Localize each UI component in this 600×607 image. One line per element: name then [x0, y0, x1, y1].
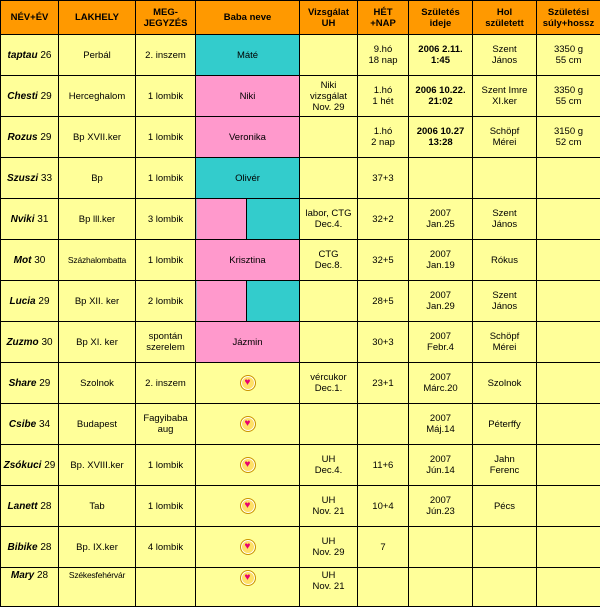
note-cell: [136, 199, 196, 240]
birth-time-line: Jan.19: [410, 260, 471, 271]
birth-time-cell: [409, 76, 473, 117]
header-week-day: HÉT +NAP: [358, 1, 409, 35]
exam-line: vércukor: [301, 372, 356, 383]
member-age: 30: [41, 337, 52, 348]
week-day-cell: [358, 158, 409, 199]
note-cell: [136, 486, 196, 527]
exam-line: UH: [301, 454, 356, 465]
birth-time-line: Márc.20: [410, 383, 471, 394]
header-baby-name: Baba neve: [196, 1, 300, 35]
exam-line: Dec.4.: [301, 219, 356, 230]
member-age: 29: [44, 460, 55, 471]
birth-weight-cell: [537, 117, 600, 158]
week-day-cell: [358, 404, 409, 445]
baby-name-cell: [196, 363, 300, 404]
birth-time-cell: [409, 240, 473, 281]
residence-cell: Bp: [59, 158, 136, 199]
heart-badge-icon: [240, 570, 256, 586]
birth-weight-cell: [537, 76, 600, 117]
baby-name-cell: Jázmin: [196, 322, 300, 363]
birth-place-line: János: [474, 301, 535, 312]
week-day-line: 1.hó: [359, 85, 407, 96]
table-row: [1, 240, 600, 281]
name-age-cell: [1, 281, 59, 322]
birth-place-line: Péterffy: [474, 419, 535, 430]
residence-cell: Bp XVII.ker: [59, 117, 136, 158]
exam-line: Dec.1.: [301, 383, 356, 394]
member-name: Mot: [14, 255, 32, 266]
member-age: 33: [41, 173, 52, 184]
exam-cell: [300, 322, 358, 363]
residence-cell: Bp. XVIII.ker: [59, 445, 136, 486]
exam-line: CTG: [301, 249, 356, 260]
week-day-line: 30+3: [359, 337, 407, 348]
week-day-cell: [358, 322, 409, 363]
member-age: 29: [39, 378, 50, 389]
birth-time-line: Febr.4: [410, 342, 471, 353]
birth-place-cell: [473, 158, 537, 199]
birth-weight-cell: [537, 240, 600, 281]
exam-cell: [300, 445, 358, 486]
week-day-cell: [358, 568, 409, 607]
member-name: Zsókuci: [4, 460, 42, 471]
note-cell: [136, 363, 196, 404]
heart-badge-icon: [240, 457, 256, 473]
exam-line: Nov. 29: [301, 102, 356, 113]
birth-place-line: XI.ker: [474, 96, 535, 107]
member-name: Chesti: [7, 91, 38, 102]
week-day-cell: [358, 76, 409, 117]
member-name: Share: [9, 378, 37, 389]
birth-place-cell: [473, 76, 537, 117]
birth-place-line: Mérei: [474, 342, 535, 353]
header-row: [1, 1, 600, 35]
birth-time-line: 2007: [410, 372, 471, 383]
birth-time-cell: [409, 568, 473, 607]
birth-time-line: 2006 10.22.: [410, 85, 471, 96]
heart-badge-icon: [240, 498, 256, 514]
birth-time-cell: [409, 322, 473, 363]
name-age-cell: [1, 486, 59, 527]
birth-place-line: Rókus: [474, 255, 535, 266]
exam-cell: [300, 35, 358, 76]
header-birth-weight: Születési súly+hossz: [537, 1, 600, 35]
birth-weight-cell: [537, 363, 600, 404]
birth-place-cell: [473, 486, 537, 527]
note-cell: [136, 322, 196, 363]
birth-place-line: Schöpf: [474, 126, 535, 137]
header-exam: Vizsgálat UH: [300, 1, 358, 35]
exam-cell: [300, 199, 358, 240]
birth-weight-line: 3350 g: [538, 44, 599, 55]
member-age: 29: [38, 296, 49, 307]
birth-weight-cell: [537, 199, 600, 240]
member-age: 34: [39, 419, 50, 430]
birth-weight-line: 55 cm: [538, 96, 599, 107]
birth-place-line: Szent: [474, 208, 535, 219]
week-day-line: 37+3: [359, 173, 407, 184]
birth-time-line: 1:45: [410, 55, 471, 66]
baby-name-cell: [196, 486, 300, 527]
birth-time-line: 2007: [410, 495, 471, 506]
week-day-line: 32+5: [359, 255, 407, 266]
birth-time-line: Jún.23: [410, 506, 471, 517]
birth-place-cell: [473, 527, 537, 568]
name-age-cell: [1, 445, 59, 486]
birth-time-cell: [409, 35, 473, 76]
note-line: 1 lombik: [137, 255, 194, 266]
baby-name-cell: [196, 445, 300, 486]
birth-place-cell: [473, 199, 537, 240]
member-name: Rozus: [8, 132, 38, 143]
name-age-cell: [1, 35, 59, 76]
residence-cell: Szolnok: [59, 363, 136, 404]
note-cell: [136, 240, 196, 281]
name-age-cell: [1, 158, 59, 199]
exam-line: vizsgálat: [301, 91, 356, 102]
week-day-cell: [358, 363, 409, 404]
table-row: [1, 568, 600, 607]
residence-cell: Székesfehérvár: [59, 568, 136, 607]
table-row: [1, 158, 600, 199]
note-cell: [136, 35, 196, 76]
note-line: 4 lombik: [137, 542, 194, 553]
birth-weight-cell: [537, 322, 600, 363]
note-line: 2 lombik: [137, 296, 194, 307]
birth-weight-line: 3350 g: [538, 85, 599, 96]
residence-cell: Bp lll.ker: [59, 199, 136, 240]
member-age: 29: [40, 132, 51, 143]
header-birth-time: Születés ideje: [409, 1, 473, 35]
birth-time-line: 21:02: [410, 96, 471, 107]
birth-weight-cell: [537, 158, 600, 199]
table-row: [1, 199, 600, 240]
week-day-cell: [358, 117, 409, 158]
birth-time-line: 2007: [410, 249, 471, 260]
birth-time-cell: [409, 117, 473, 158]
name-age-cell: [1, 76, 59, 117]
birth-weight-cell: [537, 35, 600, 76]
table-row: [1, 486, 600, 527]
member-name: Mary: [11, 570, 34, 581]
exam-cell: [300, 568, 358, 607]
baby-name-cell: [196, 527, 300, 568]
week-day-line: 11+6: [359, 460, 407, 471]
birth-place-line: Szent Imre: [474, 85, 535, 96]
exam-line: UH: [301, 570, 356, 581]
member-age: 29: [41, 91, 52, 102]
week-day-cell: [358, 240, 409, 281]
week-day-cell: [358, 486, 409, 527]
birth-time-line: 2007: [410, 208, 471, 219]
note-cell: [136, 445, 196, 486]
member-age: 31: [37, 214, 48, 225]
birth-time-cell: [409, 199, 473, 240]
note-line: 1 lombik: [137, 132, 194, 143]
week-day-line: 32+2: [359, 214, 407, 225]
week-day-line: 10+4: [359, 501, 407, 512]
baby-name-cell: [196, 404, 300, 445]
exam-line: Dec.8.: [301, 260, 356, 271]
name-age-cell: [1, 322, 59, 363]
residence-cell: Százhalombatta: [59, 240, 136, 281]
exam-line: Dec.4.: [301, 465, 356, 476]
note-line: aug: [137, 424, 194, 435]
birth-time-cell: [409, 527, 473, 568]
exam-line: UH: [301, 495, 356, 506]
note-line: 2. inszem: [137, 378, 194, 389]
birth-weight-cell: [537, 281, 600, 322]
note-line: spontán: [137, 331, 194, 342]
note-line: szerelem: [137, 342, 194, 353]
baby-name-cell: [196, 199, 300, 240]
exam-cell: [300, 240, 358, 281]
birth-time-line: 13:28: [410, 137, 471, 148]
exam-cell: [300, 363, 358, 404]
member-name: Bibike: [8, 542, 38, 553]
note-line: 1 lombik: [137, 91, 194, 102]
name-age-cell: [1, 117, 59, 158]
exam-line: UH: [301, 536, 356, 547]
birth-place-line: Szolnok: [474, 378, 535, 389]
birth-place-cell: [473, 445, 537, 486]
name-age-cell: [1, 240, 59, 281]
week-day-cell: [358, 199, 409, 240]
week-day-cell: [358, 35, 409, 76]
week-day-line: 7: [359, 542, 407, 553]
birth-time-line: 2006 2.11.: [410, 44, 471, 55]
birth-time-cell: [409, 281, 473, 322]
week-day-line: 18 nap: [359, 55, 407, 66]
exam-cell: [300, 281, 358, 322]
exam-line: Nov. 21: [301, 581, 356, 592]
birth-place-line: Szent: [474, 44, 535, 55]
member-name: Csibe: [9, 419, 36, 430]
name-age-cell: [1, 568, 59, 607]
baby-name-cell: Máté: [196, 35, 300, 76]
week-day-line: 1.hó: [359, 126, 407, 137]
birth-weight-cell: [537, 404, 600, 445]
table-row: [1, 117, 600, 158]
week-day-line: 28+5: [359, 296, 407, 307]
exam-cell: [300, 486, 358, 527]
birth-place-line: Schöpf: [474, 331, 535, 342]
table-row: [1, 363, 600, 404]
name-age-cell: [1, 527, 59, 568]
note-cell: [136, 117, 196, 158]
heart-badge-icon: [240, 375, 256, 391]
note-line: 1 lombik: [137, 501, 194, 512]
name-age-cell: [1, 363, 59, 404]
birth-weight-cell: [537, 568, 600, 607]
baby-name-cell: [196, 568, 300, 607]
member-age: 28: [40, 501, 51, 512]
week-day-cell: [358, 445, 409, 486]
birth-weight-cell: [537, 445, 600, 486]
week-day-line: 2 nap: [359, 137, 407, 148]
birth-weight-line: 3150 g: [538, 126, 599, 137]
exam-line: Nov. 29: [301, 547, 356, 558]
birth-time-line: Jún.14: [410, 465, 471, 476]
birth-weight-cell: [537, 486, 600, 527]
birth-place-line: Mérei: [474, 137, 535, 148]
note-line: 1 lombik: [137, 460, 194, 471]
header-residence: LAKHELY: [59, 1, 136, 35]
member-name: Nviki: [11, 214, 35, 225]
exam-cell: [300, 404, 358, 445]
note-line: 2. inszem: [137, 50, 194, 61]
member-name: Zuzmo: [6, 337, 38, 348]
birth-place-cell: [473, 363, 537, 404]
member-name: Szuszi: [7, 173, 38, 184]
baby-name-cell: Niki: [196, 76, 300, 117]
baby-name-cell: Veronika: [196, 117, 300, 158]
residence-cell: Tab: [59, 486, 136, 527]
exam-line: Nov. 21: [301, 506, 356, 517]
birth-weight-cell: [537, 527, 600, 568]
note-cell: [136, 568, 196, 607]
birth-time-cell: [409, 445, 473, 486]
note-cell: [136, 404, 196, 445]
note-cell: [136, 76, 196, 117]
birth-time-line: 2007: [410, 413, 471, 424]
exam-cell: [300, 76, 358, 117]
birth-time-line: 2007: [410, 331, 471, 342]
member-age: 28: [37, 570, 48, 581]
baby-name-cell: Olivér: [196, 158, 300, 199]
birth-time-line: 2007: [410, 454, 471, 465]
heart-badge-icon: [240, 539, 256, 555]
note-cell: [136, 527, 196, 568]
member-age: 28: [40, 542, 51, 553]
birth-place-line: Jahn: [474, 454, 535, 465]
birth-place-cell: [473, 240, 537, 281]
table-row: [1, 281, 600, 322]
baby-name-cell: [196, 281, 300, 322]
birth-place-cell: [473, 35, 537, 76]
birth-place-line: Pécs: [474, 501, 535, 512]
table-row: [1, 76, 600, 117]
residence-cell: Bp. IX.ker: [59, 527, 136, 568]
member-age: 26: [40, 50, 51, 61]
birth-place-line: Ferenc: [474, 465, 535, 476]
residence-cell: Bp XI. ker: [59, 322, 136, 363]
birth-place-line: János: [474, 55, 535, 66]
exam-line: Niki: [301, 80, 356, 91]
birth-time-line: 2007: [410, 290, 471, 301]
header-birth-place: Hol született: [473, 1, 537, 35]
week-day-line: 9.hó: [359, 44, 407, 55]
name-age-cell: [1, 404, 59, 445]
birth-place-cell: [473, 322, 537, 363]
table-row: [1, 35, 600, 76]
member-name: Lanett: [8, 501, 38, 512]
member-age: 30: [34, 255, 45, 266]
birth-time-line: Jan.25: [410, 219, 471, 230]
birth-place-cell: [473, 117, 537, 158]
week-day-cell: [358, 281, 409, 322]
birth-place-line: János: [474, 219, 535, 230]
member-name: taptau: [8, 50, 38, 61]
header-note: MEG- JEGYZÉS: [136, 1, 196, 35]
note-line: Fagyibaba: [137, 413, 194, 424]
note-line: 3 lombik: [137, 214, 194, 225]
week-day-line: 23+1: [359, 378, 407, 389]
table-row: [1, 322, 600, 363]
table-row: [1, 527, 600, 568]
birth-place-cell: [473, 568, 537, 607]
header-name-age: NÉV+ÉV: [1, 1, 59, 35]
week-day-line: 1 hét: [359, 96, 407, 107]
week-day-cell: [358, 527, 409, 568]
residence-cell: Bp XII. ker: [59, 281, 136, 322]
residence-cell: Perbál: [59, 35, 136, 76]
exam-cell: [300, 527, 358, 568]
birth-time-line: Máj.14: [410, 424, 471, 435]
birth-time-cell: [409, 158, 473, 199]
note-cell: [136, 158, 196, 199]
birth-time-line: Jan.29: [410, 301, 471, 312]
birth-time-line: 2006 10.27: [410, 126, 471, 137]
baby-name-cell: Krisztina: [196, 240, 300, 281]
exam-cell: [300, 158, 358, 199]
note-cell: [136, 281, 196, 322]
birth-place-line: Szent: [474, 290, 535, 301]
birth-time-cell: [409, 363, 473, 404]
birth-weight-line: 55 cm: [538, 55, 599, 66]
exam-cell: [300, 117, 358, 158]
birth-place-cell: [473, 404, 537, 445]
residence-cell: Budapest: [59, 404, 136, 445]
note-line: 1 lombik: [137, 173, 194, 184]
table-row: [1, 404, 600, 445]
name-age-cell: [1, 199, 59, 240]
birth-place-cell: [473, 281, 537, 322]
birth-time-cell: [409, 404, 473, 445]
birth-time-cell: [409, 486, 473, 527]
birth-weight-line: 52 cm: [538, 137, 599, 148]
member-name: Lucia: [9, 296, 35, 307]
table-row: [1, 445, 600, 486]
exam-line: labor, CTG: [301, 208, 356, 219]
residence-cell: Herceghalom: [59, 76, 136, 117]
heart-badge-icon: [240, 416, 256, 432]
